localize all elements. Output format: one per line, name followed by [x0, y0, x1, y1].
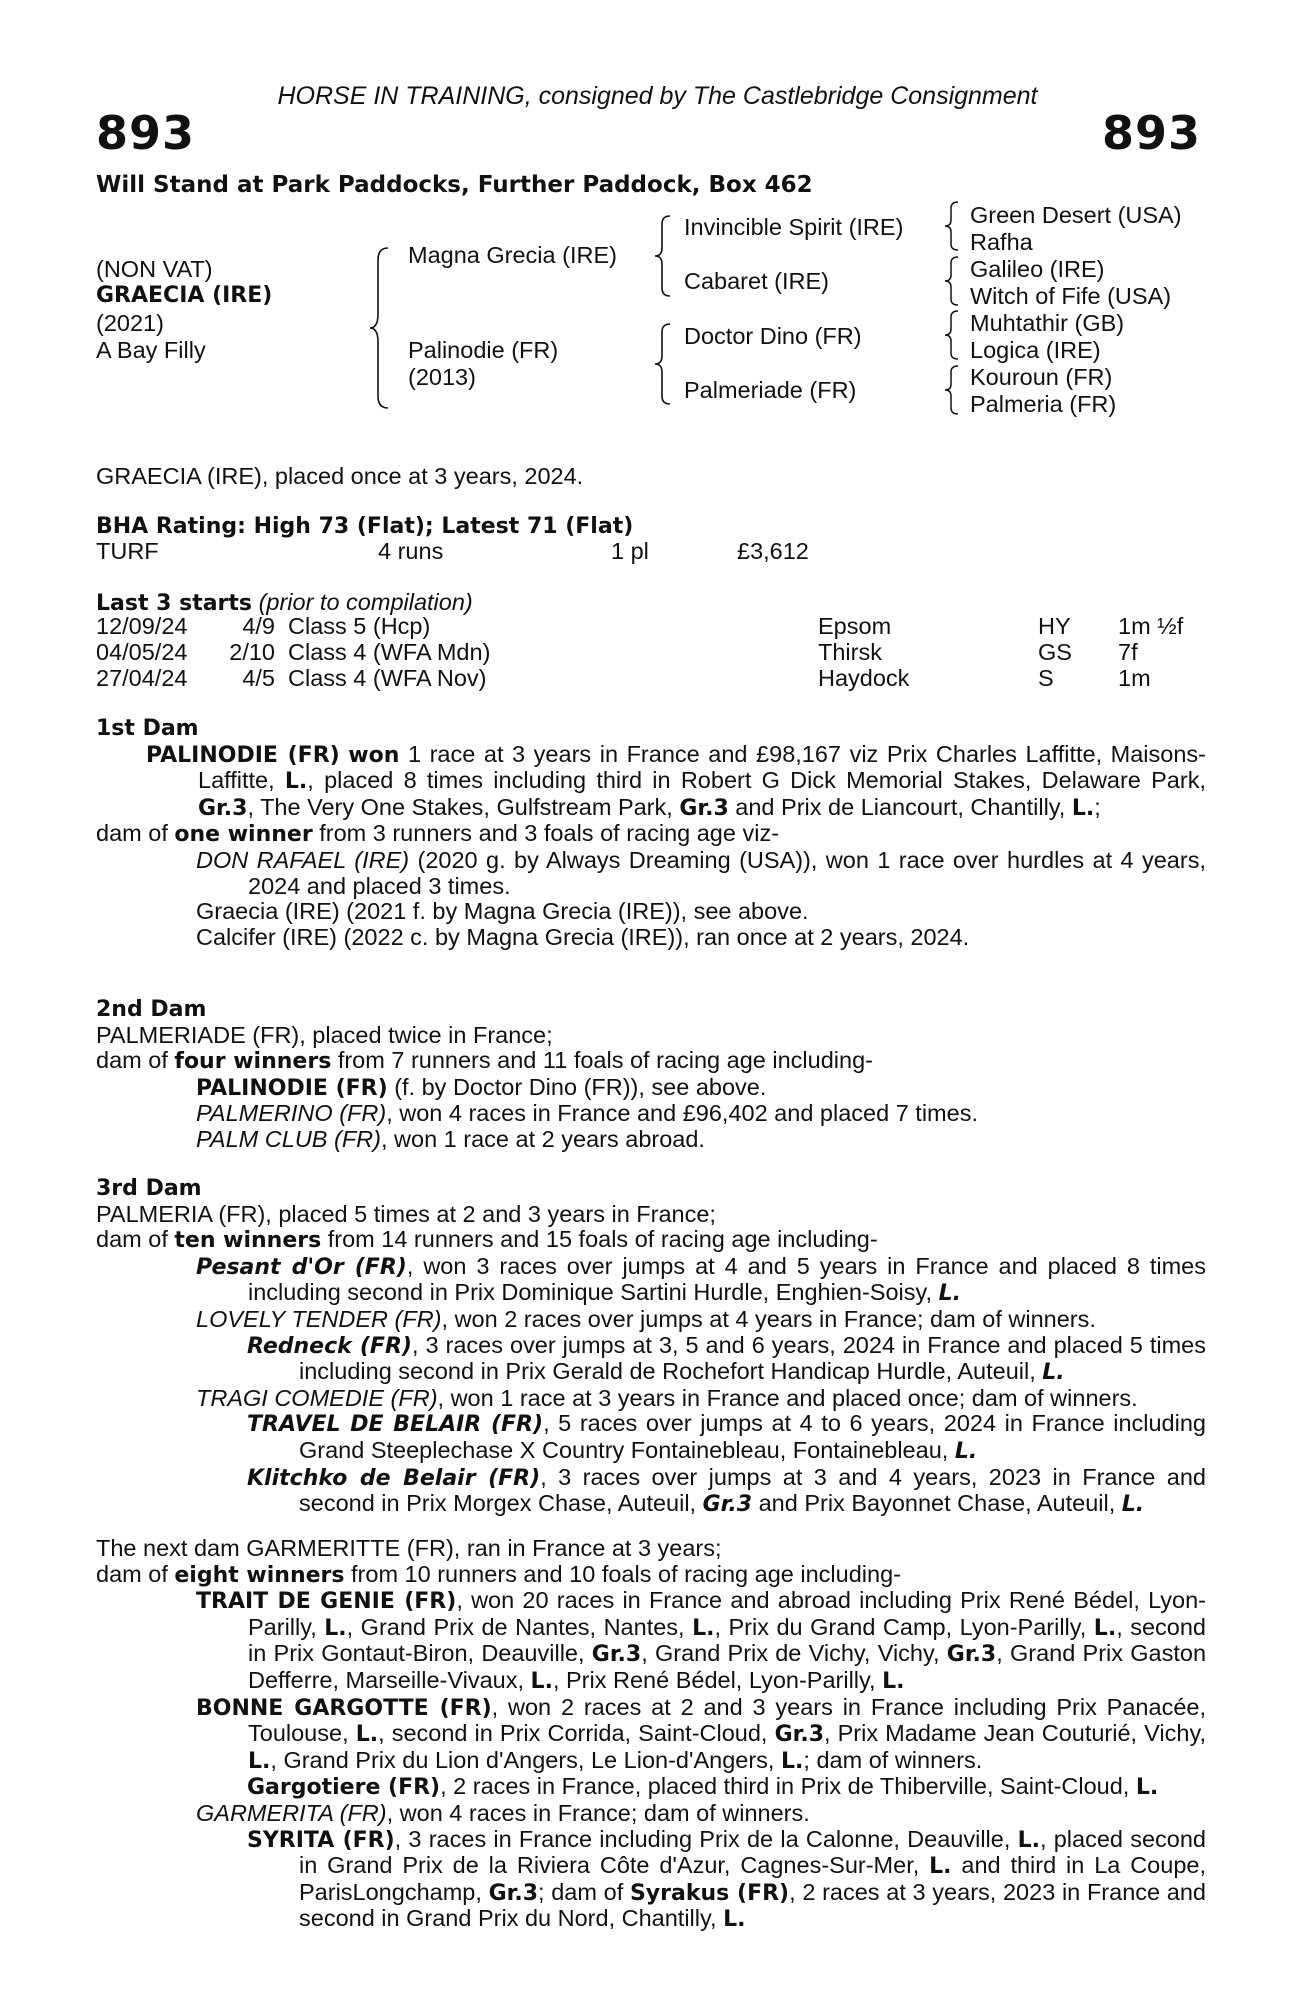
- sire-brace: [650, 214, 674, 298]
- start-distance: 1m ½f: [1118, 613, 1184, 639]
- first-dam-heading: 1st Dam: [96, 716, 199, 741]
- turf-placed: 1 pl: [611, 538, 649, 564]
- start-course: Thirsk: [818, 639, 882, 665]
- g-brace-1: [940, 200, 962, 252]
- start-course: Haydock: [818, 665, 910, 691]
- pedigree-sss: Green Desert (USA): [970, 202, 1182, 228]
- pedigree-dam: Palinodie (FR): [408, 337, 559, 363]
- listed-mark: L.: [1071, 795, 1095, 821]
- race-summary: GRAECIA (IRE), placed once at 3 years, 2024.: [96, 463, 584, 489]
- produce-item: PALM CLUB (FR), won 1 race at 2 years abroad.: [196, 1125, 705, 1152]
- consignor-line: HORSE IN TRAINING, consigned by The Castlebridge Consignment: [277, 82, 1038, 110]
- turf-surface: TURF: [96, 538, 159, 564]
- last-starts-heading: Last 3 starts: [96, 591, 253, 616]
- produce-item: Gargotiere (FR), 2 races in France, placed third in Prix de Thiberville, Saint-Cloud, L.: [247, 1773, 1159, 1801]
- third-dam-produce-intro: dam of ten winners from 14 runners and 15 foals of racing age including-: [96, 1226, 878, 1254]
- produce-item: Redneck (FR), 3 races over jumps at 3, 5 and 6 years, 2024 in France and placed 5 times including second in Prix Gerald de Rochefort Handicap Hurdle, Auteuil, L.: [247, 1331, 1206, 1386]
- next-dam-section: [96, 1536, 1206, 1933]
- start-distance: 1m: [1118, 665, 1151, 691]
- pedigree-ssd: Rafha: [970, 229, 1033, 255]
- first-dam-record: PALINODIE (FR) won 1 race at 3 years in France and £98,167 viz Prix Charles Laffitte, Maisons-Laffitte, L., placed 8 times including third in Robert G Dick Memorial Stakes, Delaware Park, Gr.3, The Very One Stakes, Gulfstream Park, Gr.3 and Prix de Liancourt, Chantilly, L.;: [146, 740, 1206, 821]
- start-race: Class 4 (WFA Nov): [288, 665, 487, 691]
- second-dam-record: PALMERIADE (FR), placed twice in France;: [96, 1021, 553, 1048]
- start-row: [96, 666, 1196, 692]
- second-dam-section: [96, 997, 1206, 1153]
- start-going: GS: [1038, 639, 1072, 665]
- bha-rating: BHA Rating: High 73 (Flat); Latest 71 (Flat): [96, 514, 634, 539]
- last-starts-header: [96, 589, 473, 616]
- start-row: [96, 614, 1196, 640]
- pedigree-dam-dam: Palmeriade (FR): [684, 377, 857, 403]
- horse-vat: (NON VAT): [96, 256, 213, 282]
- horse-year: (2021): [96, 310, 164, 336]
- winners-count: four winners: [174, 1049, 332, 1075]
- pedigree-ddd: Palmeria (FR): [970, 391, 1117, 417]
- start-date: 04/05/24: [96, 639, 188, 665]
- g-brace-4: [940, 364, 962, 416]
- start-position: 2/10: [229, 639, 275, 665]
- turf-earnings: £3,612: [737, 538, 809, 564]
- next-dam-record: The next dam GARMERITTE (FR), ran in France at 3 years;: [96, 1535, 722, 1561]
- produce-item: GARMERITA (FR), won 4 races in France; dam of winners.: [196, 1799, 810, 1826]
- produce-item: PALINODIE (FR) (f. by Doctor Dino (FR)), see above.: [196, 1073, 767, 1101]
- produce-item: TRAVEL DE BELAIR (FR), 5 races over jumps at 4 to 6 years, 2024 in France including Grand Steeplechase X Country Fontainebleau, Fontainebleau, L.: [247, 1410, 1206, 1464]
- lot-number-left: 893: [96, 106, 196, 160]
- winners-count: ten winners: [174, 1228, 322, 1254]
- g-brace-3: [940, 309, 962, 361]
- winners-count: one winner: [174, 822, 313, 848]
- produce-item: SYRITA (FR), 3 races in France including Prix de la Calonne, Deauville, L., placed second in Grand Prix de la Riviera Côte d'Azur, Cagnes-Sur-Mer, L. and third in La Coupe, ParisLongchamp, Gr.3; dam of Syrakus (FR), 2 races at 3 years, 2023 in France and second in Grand Prix du Nord, Chantilly, L.: [247, 1825, 1206, 1933]
- produce-item: Graecia (IRE) (2021 f. by Magna Grecia (IRE)), see above.: [196, 898, 809, 925]
- g-brace-2: [940, 255, 962, 307]
- produce-item: TRAIT DE GENIE (FR), won 20 races in France and abroad including Prix René Bédel, Lyon-Parilly, L., Grand Prix de Nantes, Nantes, L., Prix du Grand Camp, Lyon-Parilly, L., second in Prix Gontaut-Biron, Deauville, Gr.3, Grand Prix de Vichy, Vichy, Gr.3, Grand Prix Gaston Defferre, Marseille-Vivaux, L., Prix René Bédel, Lyon-Parilly, L.: [196, 1587, 1207, 1694]
- start-race: Class 5 (Hcp): [288, 613, 431, 639]
- lot-number-right: 893: [1101, 106, 1201, 160]
- won-word: won: [348, 742, 400, 768]
- start-position: 4/9: [242, 613, 275, 639]
- pedigree-dds: Kouroun (FR): [970, 364, 1113, 390]
- turf-stats: [96, 538, 1196, 566]
- last-starts-table: [96, 614, 1196, 694]
- produce-item: Klitchko de Belair (FR), 3 races over jumps at 3 and 4 years, 2023 in France and second in Prix Morgex Chase, Auteuil, Gr.3 and Prix Bayonnet Chase, Auteuil, L.: [247, 1463, 1206, 1518]
- listed-mark: L.: [284, 769, 308, 795]
- produce-item: TRAGI COMEDIE (FR), won 1 race at 3 years in France and placed once; dam of winners.: [196, 1384, 1138, 1411]
- main-brace: [364, 246, 394, 410]
- second-dam-produce-intro: dam of four winners from 7 runners and 11 foals of racing age including-: [96, 1047, 873, 1075]
- start-date: 27/04/24: [96, 665, 188, 691]
- group-mark: Gr.3: [198, 795, 248, 821]
- start-race: Class 4 (WFA Mdn): [288, 639, 491, 665]
- third-dam-heading: 3rd Dam: [96, 1176, 202, 1201]
- third-dam-record: PALMERIA (FR), placed 5 times at 2 and 3 years in France;: [96, 1200, 716, 1227]
- pedigree-sds: Galileo (IRE): [970, 256, 1105, 282]
- produce-item: Calcifer (IRE) (2022 c. by Magna Grecia (IRE)), ran once at 2 years, 2024.: [196, 923, 970, 950]
- produce-item: BONNE GARGOTTE (FR), won 2 races at 2 and 3 years in France including Prix Panacée, Toulouse, L., second in Prix Corrida, Saint-Cloud, Gr.3, Prix Madame Jean Couturié, Vichy, L., Grand Prix du Lion d'Angers, Le Lion-d'Angers, L.; dam of winners.: [196, 1693, 1206, 1774]
- pedigree-dsd: Logica (IRE): [970, 337, 1101, 363]
- winners-count: eight winners: [174, 1562, 345, 1588]
- start-distance: 7f: [1118, 639, 1138, 665]
- horse-name: GRAECIA (IRE): [96, 283, 273, 308]
- produce-item: LOVELY TENDER (FR), won 2 races over jumps at 4 years in France; dam of winners.: [196, 1305, 1096, 1332]
- start-course: Epsom: [818, 613, 892, 639]
- pedigree-dam-sire: Doctor Dino (FR): [684, 323, 862, 349]
- next-dam-produce-intro: dam of eight winners from 10 runners and 10 foals of racing age including-: [96, 1560, 901, 1588]
- first-dam-section: [96, 716, 1206, 950]
- pedigree-dam-year: (2013): [408, 364, 476, 390]
- turf-runs: 4 runs: [378, 538, 444, 564]
- start-date: 12/09/24: [96, 613, 188, 639]
- second-dam-heading: 2nd Dam: [96, 997, 207, 1022]
- produce-item: DON RAFAEL (IRE) (2020 g. by Always Dreaming (USA)), won 1 race over hurdles at 4 years, 2024 and placed 3 times.: [196, 846, 1206, 899]
- horse-description: A Bay Filly: [96, 337, 206, 363]
- start-position: 4/5: [242, 665, 275, 691]
- pedigree-sire: Magna Grecia (IRE): [408, 242, 617, 268]
- start-row: [96, 640, 1196, 666]
- first-dam-produce-intro: dam of one winner from 3 runners and 3 foals of racing age viz-: [96, 820, 780, 848]
- first-dam-name: PALINODIE (FR): [146, 742, 340, 768]
- dam-brace: [650, 322, 674, 406]
- pedigree-sire-sire: Invincible Spirit (IRE): [684, 214, 904, 240]
- start-going: HY: [1038, 613, 1071, 639]
- stable-location: Will Stand at Park Paddocks, Further Paddock, Box 462: [96, 172, 813, 198]
- pedigree-sdd: Witch of Fife (USA): [970, 283, 1172, 309]
- group-mark: Gr.3: [679, 795, 729, 821]
- third-dam-section: [96, 1176, 1206, 1518]
- produce-item: Pesant d'Or (FR), won 3 races over jumps at 4 and 5 years in France and placed 8 times including second in Prix Dominique Sartini Hurdle, Enghien-Soisy, L.: [196, 1252, 1206, 1307]
- pedigree-sire-dam: Cabaret (IRE): [684, 268, 829, 294]
- produce-item: PALMERINO (FR), won 4 races in France and £96,402 and placed 7 times.: [196, 1100, 978, 1127]
- pedigree-dss: Muhtathir (GB): [970, 310, 1125, 336]
- start-going: S: [1038, 665, 1054, 691]
- last-starts-note: (prior to compilation): [258, 589, 473, 615]
